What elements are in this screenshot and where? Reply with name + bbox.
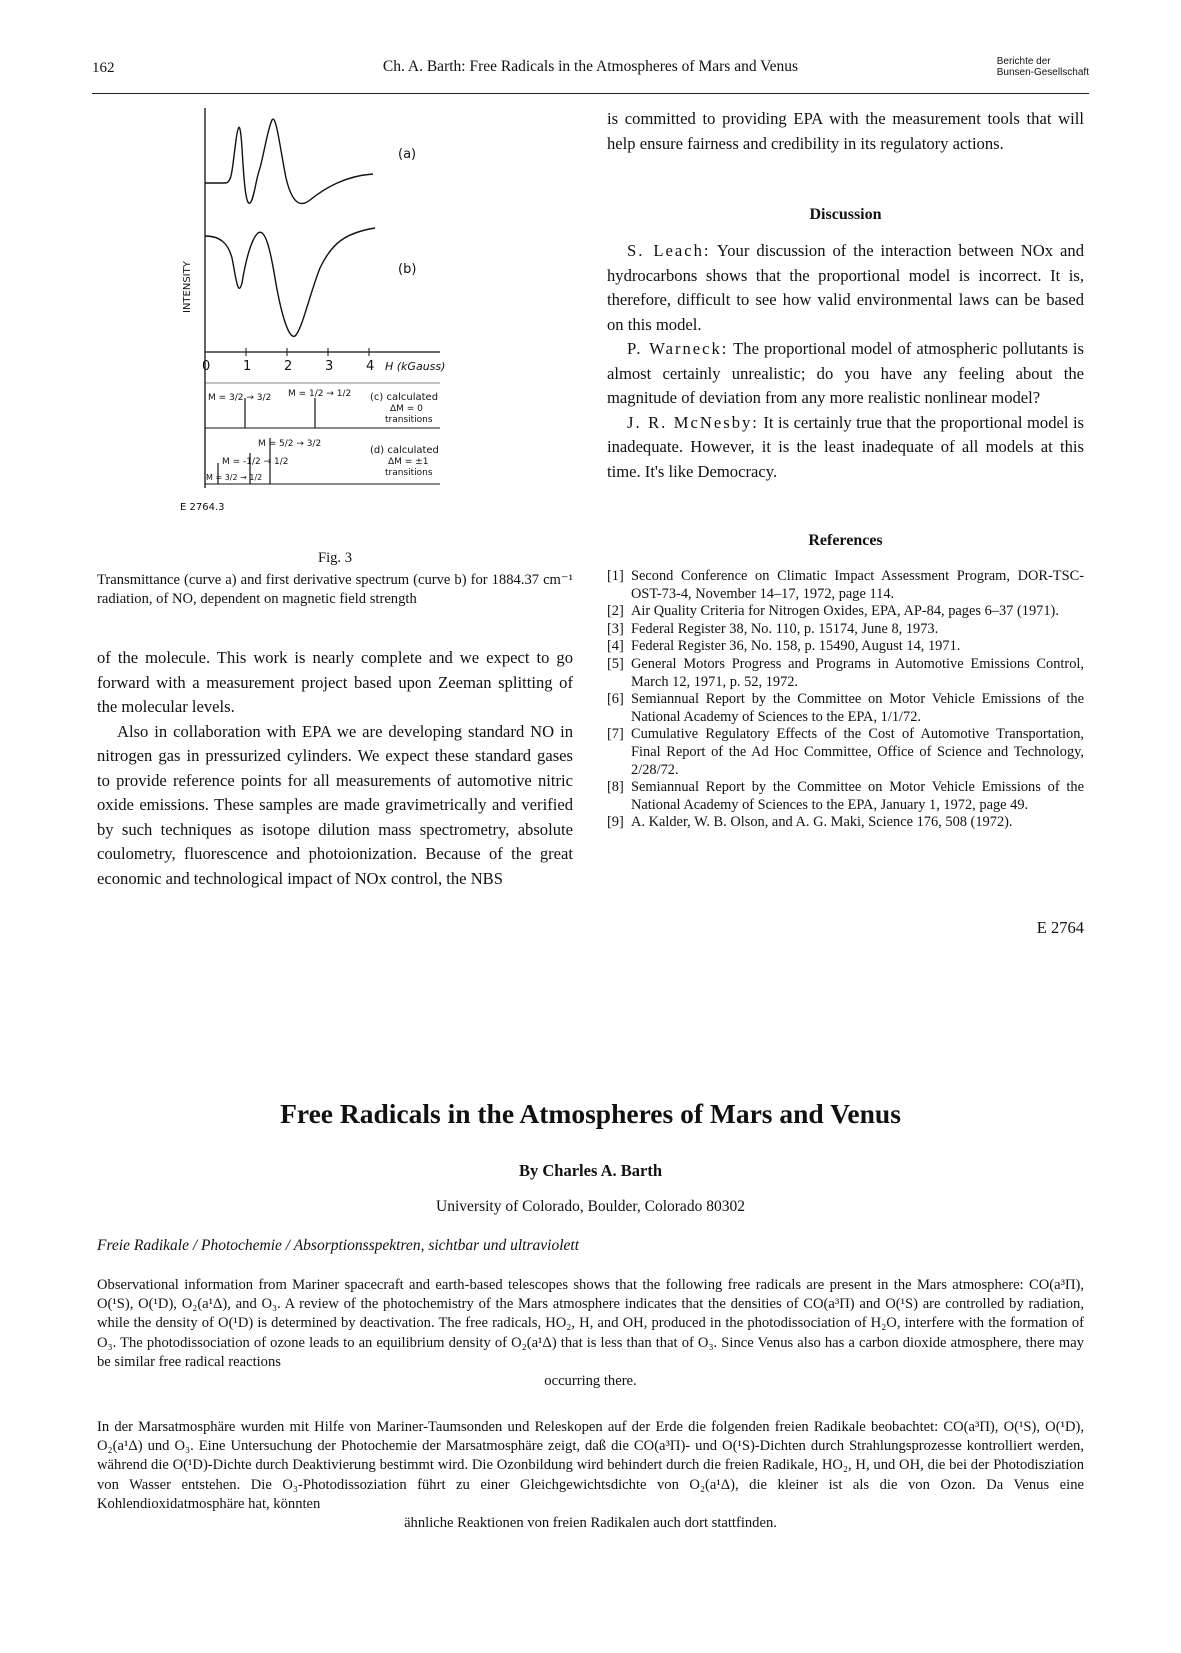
reference-text: Federal Register 38, No. 110, p. 15174, June 8, 1973.: [631, 620, 939, 637]
panel-d-sub1: ΔM = ±1: [388, 457, 429, 467]
speaker-name: P. Warneck:: [627, 339, 729, 358]
article-author: By Charles A. Barth: [518, 1161, 662, 1180]
m-label: M = 3/2 → 1/2: [206, 473, 263, 482]
article-title: Free Radicals in the Atmospheres of Mars and Venus: [280, 1098, 901, 1129]
page-number: 162: [92, 60, 115, 76]
journal-name: [997, 56, 1089, 78]
discussion-entry: [607, 239, 1084, 337]
speaker-name: S. Leach:: [627, 241, 711, 260]
reference-item: [607, 779, 1084, 814]
left-column-text: [97, 646, 573, 891]
m-label: M = 5/2 → 3/2: [258, 439, 322, 449]
body-paragraph: of the molecule. This work is nearly complete and we expect to go forward with a measurement project based upon Zeeman splitting of the molecular levels.: [97, 648, 573, 716]
abstract-english-body: Observational information from Mariner spacecraft and earth-based telescopes shows that the following free radicals are present in the Mars atmosphere: CO(a³Π), O(¹S), O(¹D), O₂(a¹Δ), and O₃. A review of the photochemistry of the Mars atmosphere indicates that the densities of CO(a³Π) and O(¹S) are controlled by radiation, while the density of O(¹D) is determined by deactivation. The free radicals, HO₂, H, and OH, produced in the photodissociation of H₂O, interfere with the formation of O₃. The photodissociation of ozone leads to an equilibrium density of O₂(a¹Δ) that is less than that of O₃. Since Venus also has a carbon dioxide atmosphere, there may be similar free radical reactions: [97, 1277, 1084, 1370]
curve-b: [205, 228, 375, 336]
panel-c-label: (c) calculated: [370, 392, 439, 403]
x-axis-label: H (kGauss): [385, 360, 446, 373]
reference-number: [2]: [607, 603, 624, 620]
reference-number: [1]: [607, 568, 624, 584]
end-code: E 2764: [1036, 918, 1084, 937]
reference-item: [607, 726, 1084, 779]
abstract-german: [97, 1418, 1084, 1533]
y-axis-label: INTENSITY: [182, 261, 193, 313]
reference-number: [6]: [607, 691, 624, 708]
reference-item: [607, 691, 1084, 726]
reference-item: [607, 603, 1084, 621]
abstract-german-last-line: ähnliche Reaktionen von freien Radikalen auch dort stattfinden.: [404, 1515, 777, 1532]
reference-number: [9]: [607, 814, 624, 831]
curve-b-label: (b): [398, 262, 417, 277]
reference-item: [607, 814, 1084, 832]
panel-d-label: (d) calculated: [370, 445, 439, 456]
reference-text: Federal Register 36, No. 158, p. 15490, August 14, 1971.: [631, 638, 961, 655]
x-tick-label: 0: [202, 359, 211, 374]
reference-text: Second Conference on Climatic Impact Assessment Program, DOR-TSC-OST-73-4, November 14–17, 1972, page 114.: [631, 568, 1084, 602]
reference-item: [607, 621, 1084, 639]
figure-label: Fig. 3: [317, 550, 353, 566]
running-title: Ch. A. Barth: Free Radicals in the Atmospheres of Mars and Venus: [382, 58, 799, 75]
speaker-name: J. R. McNesby:: [627, 412, 759, 432]
reference-text: Cumulative Regulatory Effects of the Cost of Automotive Transportation, Final Report of the Ad Hoc Committee, Office of Science and Technology, 2/28/72.: [631, 726, 1084, 778]
journal-name-line2: Bunsen-Gesellschaft: [996, 67, 1089, 78]
discussion-section: [607, 239, 1084, 484]
reference-number: [3]: [607, 620, 624, 637]
figure-code: E 2764.3: [180, 502, 225, 513]
x-tick-label: 3: [325, 359, 334, 374]
reference-text: Semiannual Report by the Committee on Motor Vehicle Emissions of the National Academy of Sciences to the EPA, January 1, 1972, page 49.: [631, 779, 1084, 813]
curve-a: [205, 119, 373, 203]
x-tick-label: 2: [284, 359, 293, 374]
discussion-entry: [607, 411, 1084, 485]
m-label: M = 3/2 → 3/2: [208, 393, 272, 403]
header-rule: [92, 93, 1089, 94]
figure-3: [180, 108, 480, 518]
curve-a-label: (a): [398, 147, 417, 162]
m-label: M = 1/2 → 1/2: [288, 389, 352, 399]
reference-text: Air Quality Criteria for Nitrogen Oxides, EPA, AP-84, pages 6–37 (1971).: [631, 603, 1059, 620]
reference-number: [4]: [607, 638, 624, 655]
reference-number: [7]: [607, 726, 624, 743]
right-column-continuation: is committed to providing EPA with the measurement tools that will help ensure fairness and credibility in its regulatory actions.: [607, 109, 1084, 153]
panel-d-sub2: transitions: [385, 468, 433, 478]
discussion-entry: [607, 337, 1084, 411]
m-label: M = -1/2 → 1/2: [222, 457, 289, 467]
discussion-heading: Discussion: [809, 206, 882, 223]
abstract-english-last-line: occurring there.: [544, 1373, 637, 1390]
reference-text: General Motors Progress and Programs in Automotive Emissions Control, March 12, 1971, p. 52, 1972.: [631, 655, 1084, 690]
references-list: [607, 568, 1084, 832]
references-heading: References: [808, 532, 883, 549]
panel-c-sub2: transitions: [385, 415, 433, 425]
reference-text: Semiannual Report by the Committee on Motor Vehicle Emissions of the National Academy of Sciences to the EPA, 1/1/72.: [631, 691, 1084, 725]
discussion-text: Your discussion of the interaction between NOx and hydrocarbons shows that the proportional model is incorrect. It is, therefore, difficult to see how valid environmental laws can be based on this model.: [607, 241, 1084, 334]
discussion-text: It is certainly true that the proportional model is inadequate. However, it is the least inadequate of all models at this time. It's like Democracy.: [607, 412, 1085, 481]
reference-item: [607, 656, 1084, 691]
reference-text: A. Kalder, W. B. Olson, and A. G. Maki, Science 176, 508 (1972).: [631, 814, 1013, 831]
article-keywords: Freie Radikale / Photochemie / Absorptionsspektren, sichtbar und ultraviolett: [97, 1237, 579, 1254]
journal-name-line1: Berichte der: [996, 56, 1051, 67]
discussion-text: The proportional model of atmospheric pollutants is almost certainly unrealistic; do you have any feeling about the magnitude of deviation from any more realistic nonlinear model?: [607, 339, 1084, 407]
reference-item: [607, 568, 1084, 603]
reference-number: [5]: [607, 655, 624, 672]
article-affiliation: University of Colorado, Boulder, Colorado 80302: [436, 1198, 745, 1215]
abstract-english: [97, 1276, 1084, 1391]
abstract-german-body: In der Marsatmosphäre wurden mit Hilfe von Mariner-Taumsonden und Releskopen auf der Erde die folgenden freien Radikale beobachtet: CO(a³Π), O(¹S), O(¹D), O₂(a¹Δ) und O₃. Eine Untersuchung der Photochemie der Marsatmosphäre zeigt, daß die CO(a³Π)- und O(¹S)-Dichten durch Strahlungsprozesse kontrolliert werden, während die O(¹D)-Dichte durch Deaktivierung bestimmt wird. Die Ozonbildung wird behindert durch die freien Radikale, HO₂, H, und OH, die bei der Photodisziation von Wasser entstehen. Die O₃-Photodissoziation führt zu einer Gleichgewichtsdichte von O₂(a¹Δ), die kleiner ist als die von Ozon. Da Venus eine Kohlendioxidatmosphäre hat, könnten: [97, 1419, 1084, 1512]
body-paragraph: Also in collaboration with EPA we are developing standard NO in nitrogen gas in pressurized cylinders. We expect these standard gases to provide reference points for all measurements of automotive nitric oxide emissions. These samples are made gravimetrically and verified by such techniques as isotope dilution mass spectrometry, absolute coulometry, fluorescence and photoionization. Because of the great economic and technological impact of NOx control, the NBS: [97, 721, 573, 888]
panel-c-sub1: ΔM = 0: [390, 404, 423, 414]
x-tick-label: 4: [366, 359, 375, 374]
reference-item: [607, 638, 1084, 656]
x-tick-label: 1: [243, 359, 252, 374]
figure-caption: Transmittance (curve a) and first derivative spectrum (curve b) for 1884.37 cm⁻¹ radiation, of NO, dependent on magnetic field strength: [97, 572, 573, 607]
reference-number: [8]: [607, 779, 624, 796]
